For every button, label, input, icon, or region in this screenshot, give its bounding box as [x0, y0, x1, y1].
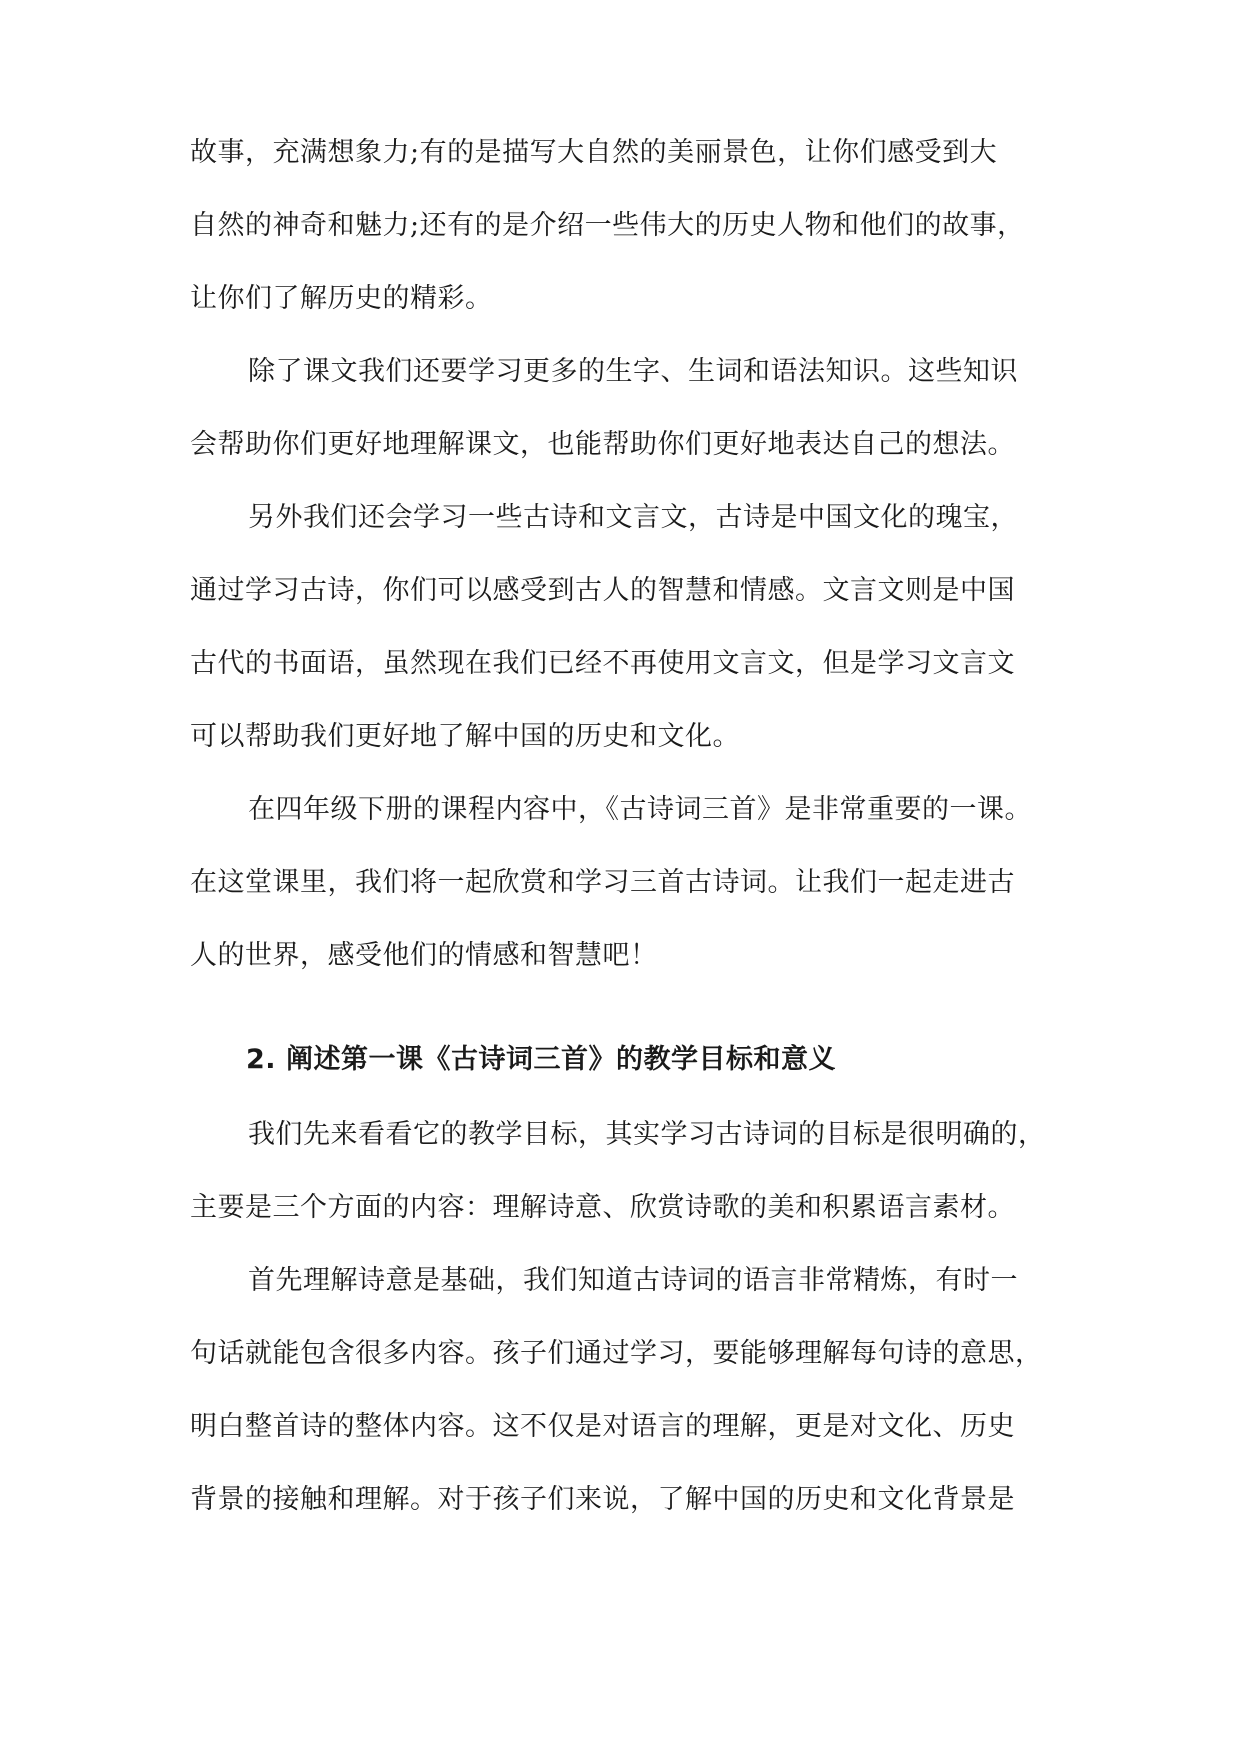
paragraph-line: 除了课文我们还要学习更多的生字、生词和语法知识。这些知识 — [248, 356, 1018, 387]
paragraph-line: 会帮助你们更好地理解课文，也能帮助你们更好地表达自己的想法。 — [190, 429, 1015, 460]
paragraph-line: 人的世界，感受他们的情感和智慧吧！ — [190, 940, 658, 971]
paragraph-line: 句话就能包含很多内容。孩子们通过学习，要能够理解每句诗的意思， — [190, 1338, 1043, 1369]
paragraph-line: 我们先来看看它的教学目标，其实学习古诗词的目标是很明确的， — [248, 1119, 1046, 1150]
paragraph-line: 古代的书面语，虽然现在我们已经不再使用文言文，但是学习文言文 — [190, 648, 1015, 679]
paragraph-line: 自然的神奇和魅力;还有的是介绍一些伟大的历史人物和他们的故事， — [190, 210, 1025, 241]
paragraph-line: 首先理解诗意是基础，我们知道古诗词的语言非常精炼，有时一 — [248, 1265, 1018, 1296]
paragraph-line: 另外我们还会学习一些古诗和文言文，古诗是中国文化的瑰宝， — [248, 502, 1018, 533]
paragraph-line: 可以帮助我们更好地了解中国的历史和文化。 — [190, 721, 740, 752]
paragraph-line: 故事，充满想象力;有的是描写大自然的美丽景色，让你们感受到大 — [190, 137, 998, 168]
paragraph-line: 在四年级下册的课程内容中，《古诗词三首》是非常重要的一课。 — [248, 794, 1032, 825]
section-heading: 2. 阐述第一课《古诗词三首》的教学目标和意义 — [246, 1044, 836, 1075]
paragraph-line: 明白整首诗的整体内容。这不仅是对语言的理解，更是对文化、历史 — [190, 1411, 1015, 1442]
paragraph-line: 背景的接触和理解。对于孩子们来说，了解中国的历史和文化背景是 — [190, 1484, 1015, 1515]
paragraph-line: 通过学习古诗，你们可以感受到古人的智慧和情感。文言文则是中国 — [190, 575, 1015, 606]
paragraph-line: 主要是三个方面的内容：理解诗意、欣赏诗歌的美和积累语言素材。 — [190, 1192, 1015, 1223]
paragraph-line: 让你们了解历史的精彩。 — [190, 283, 493, 314]
paragraph-line: 在这堂课里，我们将一起欣赏和学习三首古诗词。让我们一起走进古 — [190, 867, 1015, 898]
